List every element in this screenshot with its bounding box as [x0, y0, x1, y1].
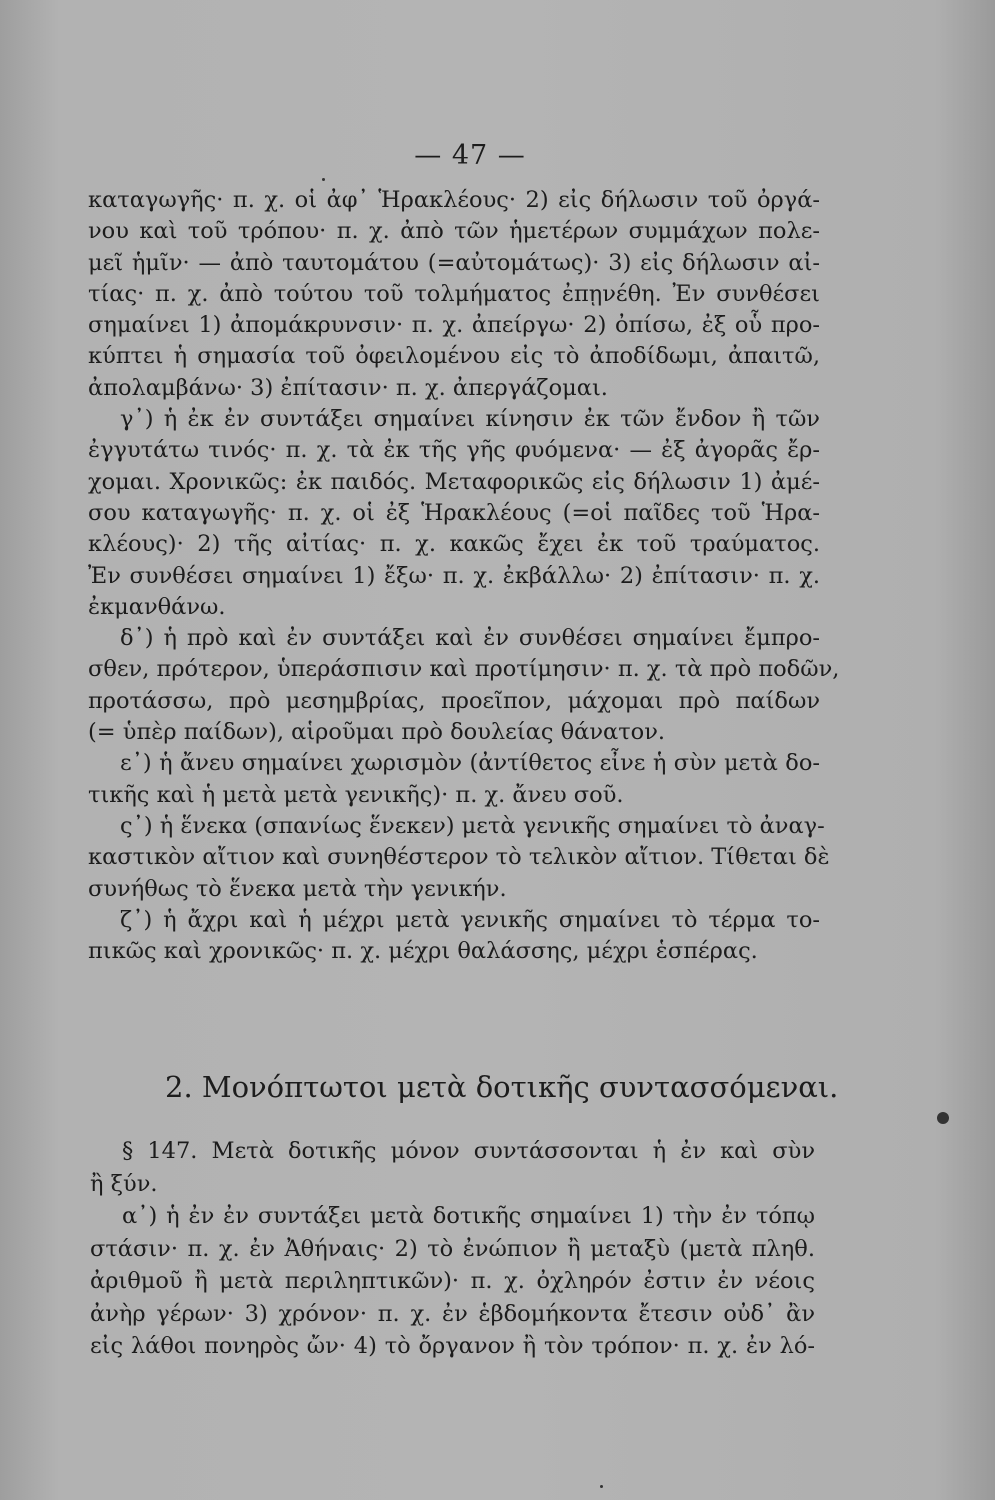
- text-line: εἰς λάθοι πονηρὸς ὤν· 4) τὸ ὄργανον ἢ τὸν τρόπον· π. χ. ἐν λό-: [90, 1333, 815, 1359]
- text-line: ε᾽) ἡ ἄνευ σημαίνει χωρισμὸν (ἀντίθετος εἶνε ἡ σὺν μετὰ δο-: [120, 750, 820, 777]
- text-line: ἢ ξύν.: [90, 1170, 158, 1197]
- text-line: α᾽) ἡ ἐν ἐν συντάξει μετὰ δοτικῆς σημαίνει 1) τὴν ἐν τόπῳ: [122, 1203, 815, 1229]
- text-line: μεῖ ἡμῖν· — ἀπὸ ταυτομάτου (=αὐτομάτως)· 3) εἰς δήλωσιν αἰ-: [88, 249, 820, 276]
- ink-speck: [937, 1112, 949, 1124]
- ink-speck: [600, 1485, 603, 1488]
- text-line: § 147. Μετὰ δοτικῆς μόνον συντάσσονται ἡ ἐν καὶ σὺν: [122, 1138, 815, 1164]
- text-line: συνήθως τὸ ἕνεκα μετὰ τὴν γενικήν.: [88, 875, 507, 902]
- text-line: ἀριθμοῦ ἢ μετὰ περιληπτικῶν)· π. χ. ὀχληρόν ἐστιν ἐν νέοις: [90, 1268, 815, 1294]
- text-line: στάσιν· π. χ. ἐν Ἀθήναις· 2) τὸ ἐνώπιον ἢ μεταξὺ (μετὰ πληθ.: [90, 1235, 815, 1262]
- text-line: προτάσσω, πρὸ μεσημβρίας, προεῖπον, μάχομαι πρὸ παίδων: [88, 687, 820, 714]
- text-line: ς᾽) ἡ ἕνεκα (σπανίως ἕνεκεν) μετὰ γενικῆς σημαίνει τὸ ἀναγ-: [120, 812, 825, 839]
- text-line: χομαι. Χρονικῶς: ἐκ παιδός. Μεταφορικῶς εἰς δήλωσιν 1) ἀμέ-: [88, 468, 820, 495]
- ink-speck: [322, 178, 325, 181]
- text-line: ἐκμανθάνω.: [88, 593, 226, 620]
- body-text-lower: [90, 1135, 815, 1363]
- text-line: σημαίνει 1) ἀπομάκρυνσιν· π. χ. ἀπείργω· 2) ὀπίσω, ἐξ οὗ προ-: [88, 312, 820, 339]
- text-line: δ᾽) ἡ πρὸ καὶ ἐν συντάξει καὶ ἐν συνθέσει σημαίνει ἔμπρο-: [120, 625, 820, 652]
- text-line: κλέους)· 2) τῆς αἰτίας· π. χ. κακῶς ἔχει ἐκ τοῦ τραύματος.: [88, 531, 820, 558]
- text-line: σθεν, πρότερον, ὑπεράσπισιν καὶ προτίμησιν· π. χ. τὰ πρὸ ποδῶν,: [88, 656, 840, 683]
- text-line: ζ᾽) ἡ ἄχρι καὶ ἡ μέχρι μετὰ γενικῆς σημαίνει τὸ τέρμα το-: [120, 906, 820, 933]
- text-line: σου καταγωγῆς· π. χ. οἱ ἐξ Ἡρακλέους (=οἱ παῖδες τοῦ Ἡρα-: [88, 499, 820, 526]
- text-line: νου καὶ τοῦ τρόπου· π. χ. ἀπὸ τῶν ἡμετέρων συμμάχων πολε-: [88, 218, 820, 245]
- text-line: (= ὑπὲρ παίδων), αἱροῦμαι πρὸ δουλείας θάνατον.: [88, 719, 666, 746]
- text-line: τικῆς καὶ ἡ μετὰ μετὰ γενικῆς)· π. χ. ἄνευ σοῦ.: [88, 781, 624, 808]
- text-line: τίας· π. χ. ἀπὸ τούτου τοῦ τολμήματος ἐπῃνέθη. Ἐν συνθέσει: [88, 280, 820, 307]
- text-line: ἐγγυτάτω τινός· π. χ. τὰ ἐκ τῆς γῆς φυόμενα· — ἐξ ἀγορᾶς ἔρ-: [88, 437, 820, 464]
- text-line: ἀνὴρ γέρων· 3) χρόνον· π. χ. ἐν ἑβδομήκοντα ἔτεσιν οὐδ᾽ ἂν: [90, 1300, 815, 1327]
- text-line: καστικὸν αἴτιον καὶ συνηθέστερον τὸ τελικὸν αἴτιον. Τίθεται δὲ: [88, 844, 830, 871]
- text-line: καταγωγῆς· π. χ. οἱ ἀφ᾿ Ἡρακλέους· 2) εἰς δήλωσιν τοῦ ὀργά-: [88, 187, 820, 213]
- text-line: ἀπολαμβάνω· 3) ἐπίτασιν· π. χ. ἀπεργάζομαι.: [88, 374, 608, 401]
- page-number: — 47 —: [414, 140, 526, 171]
- body-text-upper: [88, 185, 840, 967]
- section-heading: 2. Μονόπτωτοι μετὰ δοτικῆς συντασσόμεναι.: [165, 1070, 839, 1104]
- text-line: γ᾽) ἡ ἐκ ἐν συντάξει σημαίνει κίνησιν ἐκ τῶν ἔνδον ἢ τῶν: [120, 406, 820, 433]
- text-line: πικῶς καὶ χρονικῶς· π. χ. μέχρι θαλάσσης, μέχρι ἑσπέρας.: [88, 938, 758, 965]
- text-line: Ἐν συνθέσει σημαίνει 1) ἔξω· π. χ. ἐκβάλλω· 2) ἐπίτασιν· π. χ.: [88, 562, 820, 589]
- text-line: κύπτει ἡ σημασία τοῦ ὀφειλομένου εἰς τὸ ἀποδίδωμι, ἀπαιτῶ,: [88, 343, 820, 370]
